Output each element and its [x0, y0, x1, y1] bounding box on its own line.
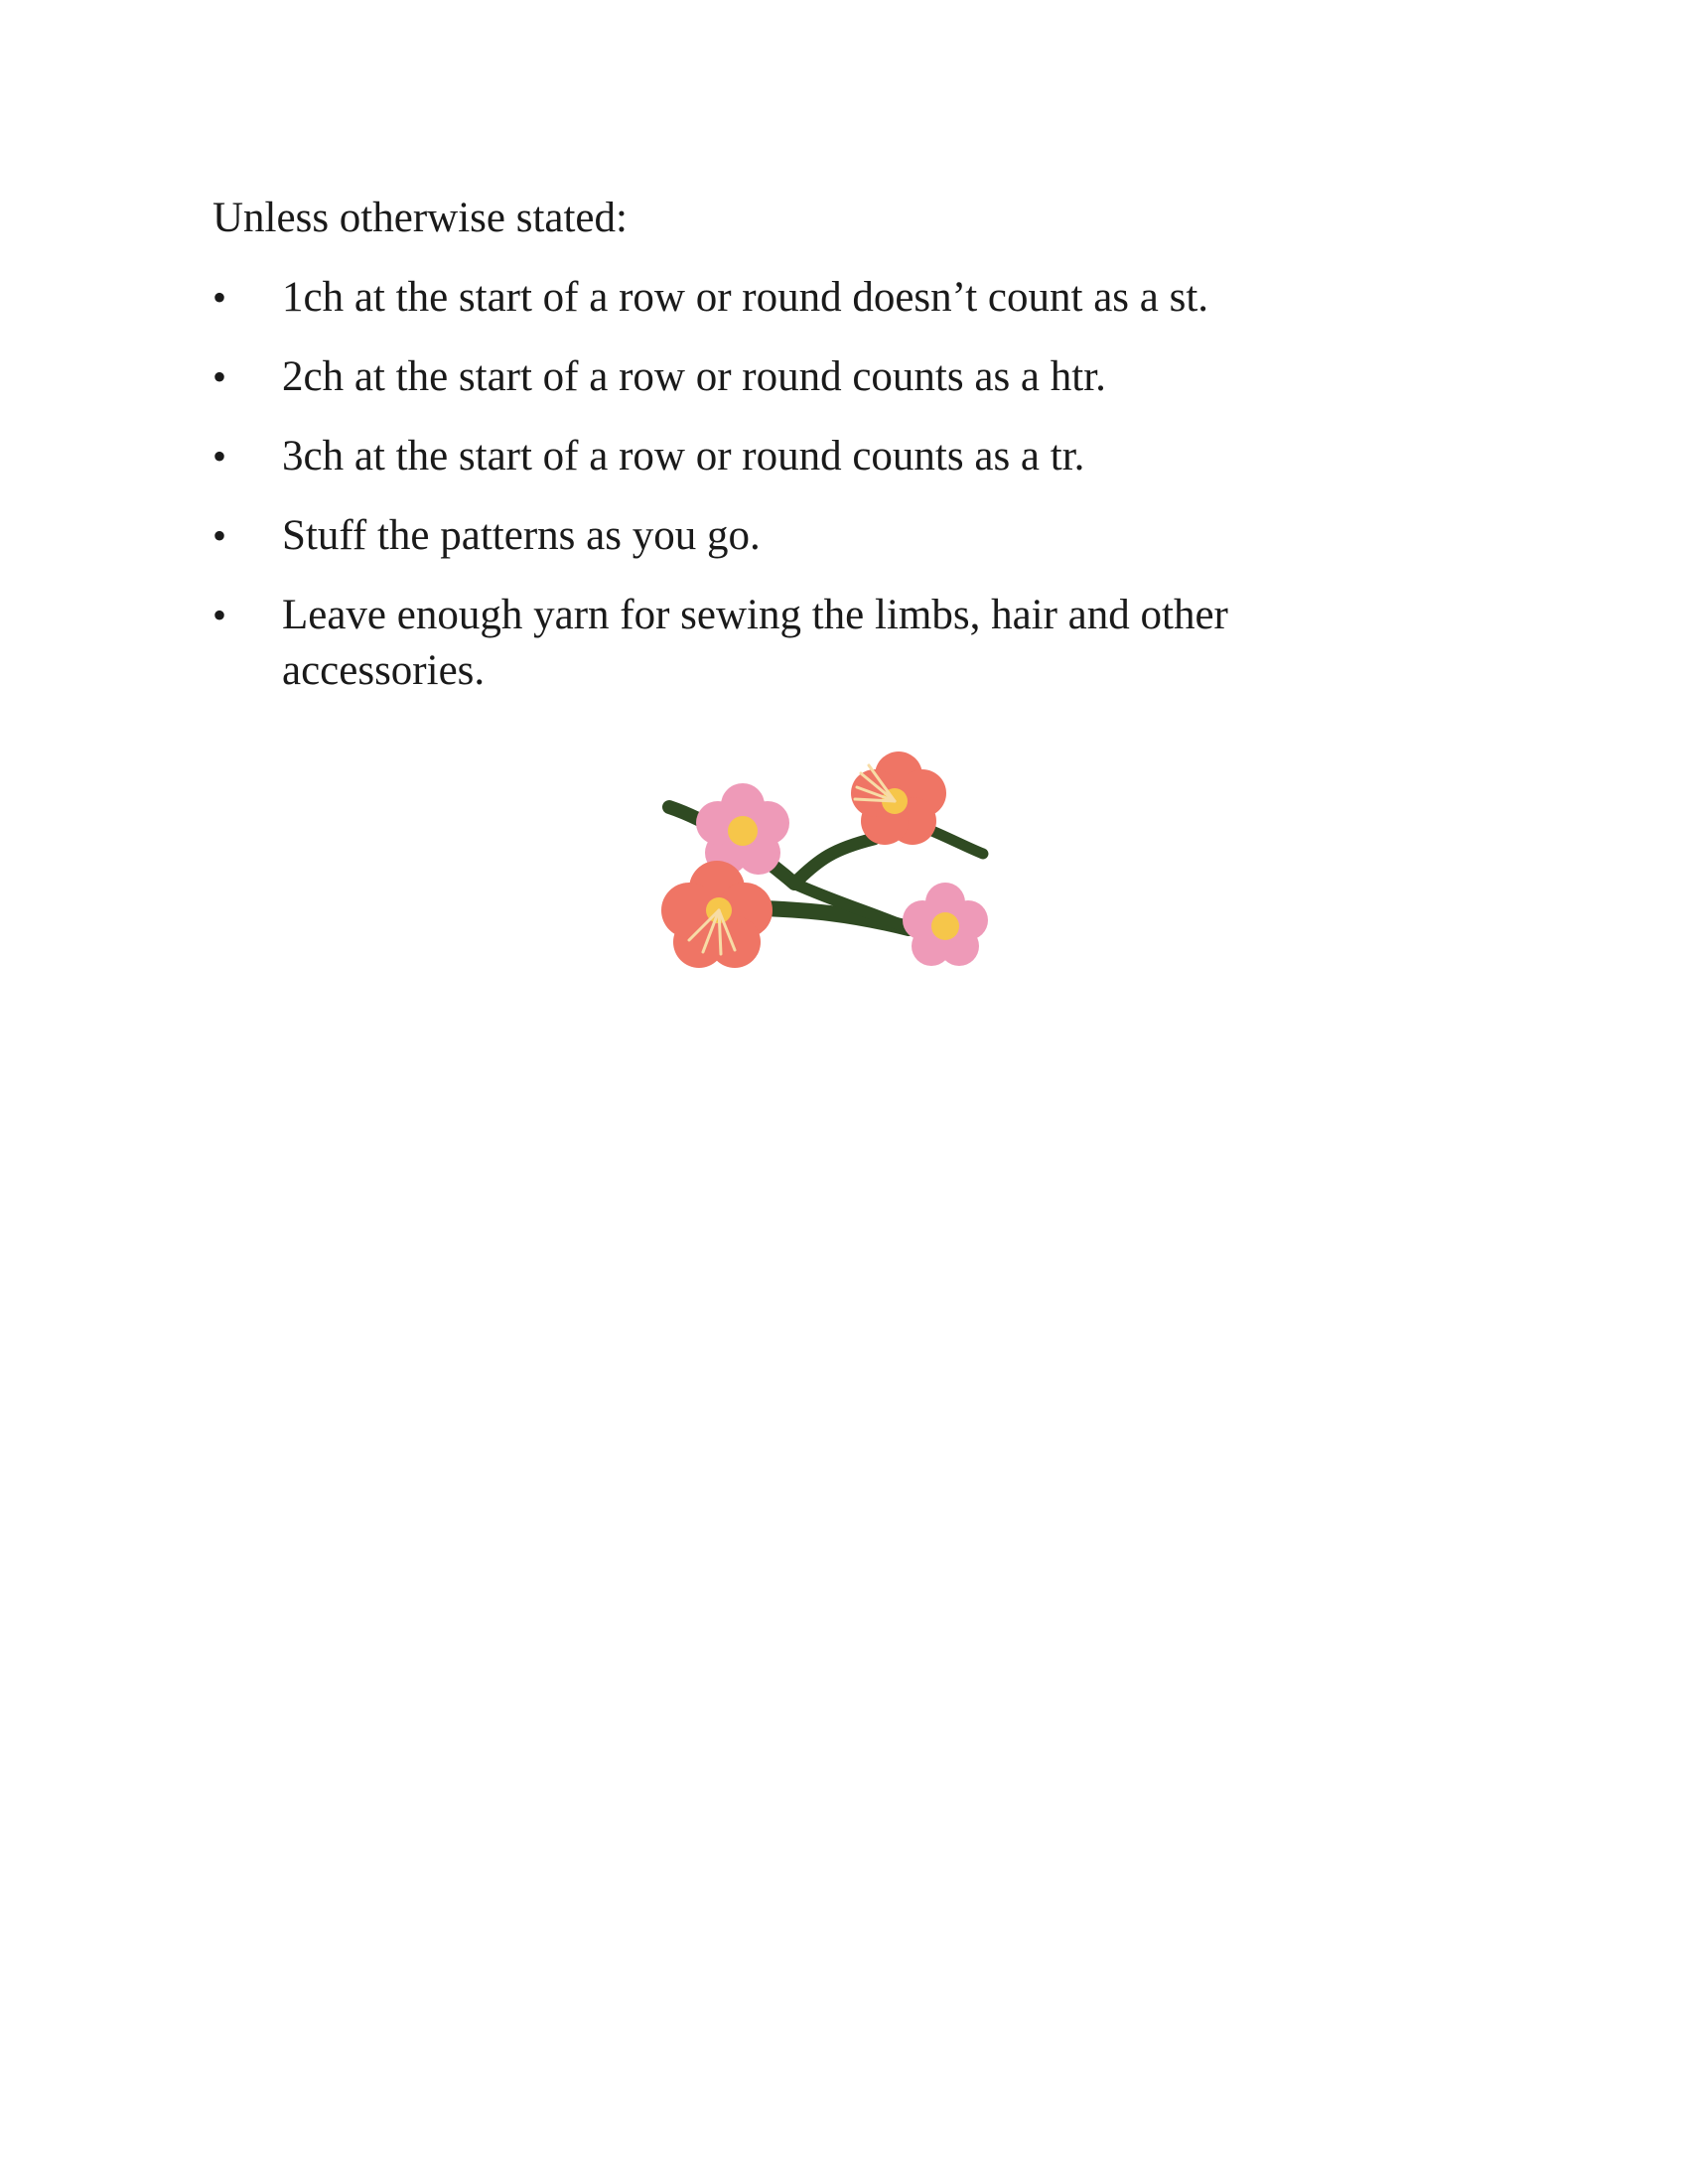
list-item-text: Leave enough yarn for sewing the limbs, hair and other accessories.	[282, 592, 1228, 694]
list-item	[212, 588, 1354, 699]
flower-branch-illustration	[645, 740, 1043, 988]
list-item	[212, 508, 1354, 564]
coral-flower-icon	[851, 751, 946, 845]
pink-flower-icon	[696, 783, 789, 875]
bullet-icon: •	[212, 354, 227, 399]
bullet-icon: •	[212, 275, 227, 320]
bullet-icon: •	[212, 513, 227, 558]
list-item	[212, 270, 1354, 326]
list-item-text: 3ch at the start of a row or round counts as a tr.	[282, 433, 1085, 479]
bullet-icon: •	[212, 593, 227, 637]
notes-list	[212, 270, 1354, 723]
list-item	[212, 429, 1354, 484]
list-item-text: 2ch at the start of a row or round counts as a htr.	[282, 353, 1106, 400]
pink-flower-icon	[903, 883, 988, 966]
intro-text: Unless otherwise stated:	[212, 195, 628, 241]
list-item	[212, 349, 1354, 405]
bullet-icon: •	[212, 434, 227, 478]
list-item-text: Stuff the patterns as you go.	[282, 512, 761, 559]
list-item-text: 1ch at the start of a row or round doesn’t count as a st.	[282, 274, 1209, 321]
coral-flower-icon	[661, 861, 773, 968]
